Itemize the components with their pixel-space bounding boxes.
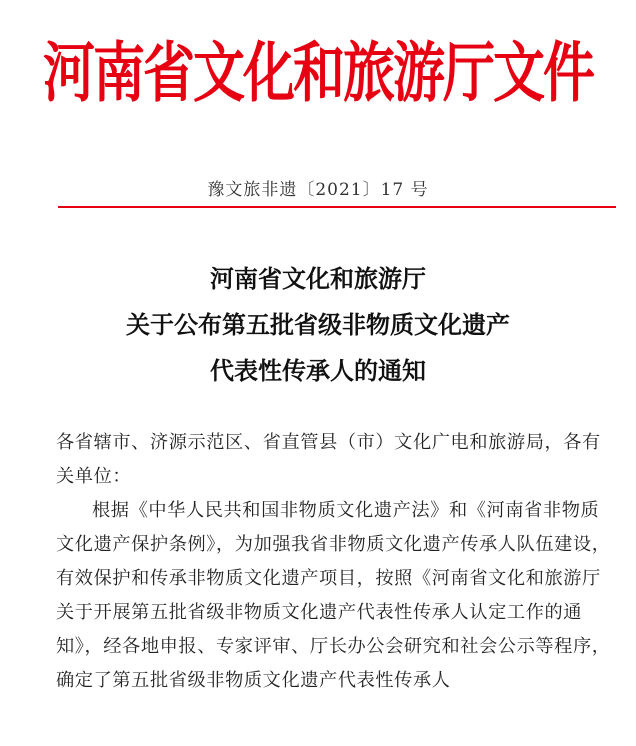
addressee-text: 各省辖市、济源示范区、省直管县（市）文化广电和旅游局，各有关单位：: [56, 432, 601, 487]
body-paragraph-1: 根据《中华人民共和国非物质文化遗产法》和《河南省非物质文化遗产保护条例》，为加强我省非物质文化遗产传承人队伍建设，有效保护和传承非物质文化遗产项目，按照《河南省文化和旅游厅关于开展第五批省级非物质文化遗产代表性传承人认定工作的通知》，经各地申报、专家评审、厅长办公会研究和社会公示等程序，确定了第五批省级非物质文化遗产代表性传承人: [56, 500, 611, 691]
notice-title-line-2: 关于公布第五批省级非物质文化遗产: [126, 311, 510, 339]
header-divider: [58, 206, 616, 208]
document-header-title: 河南省文化和旅游厅文件: [42, 36, 593, 112]
notice-title-line-3: 代表性传承人的通知: [210, 357, 426, 385]
document-number: 豫文旅非遗〔2021〕17 号: [207, 180, 429, 200]
notice-title-line-1: 河南省文化和旅游厅: [210, 265, 426, 293]
